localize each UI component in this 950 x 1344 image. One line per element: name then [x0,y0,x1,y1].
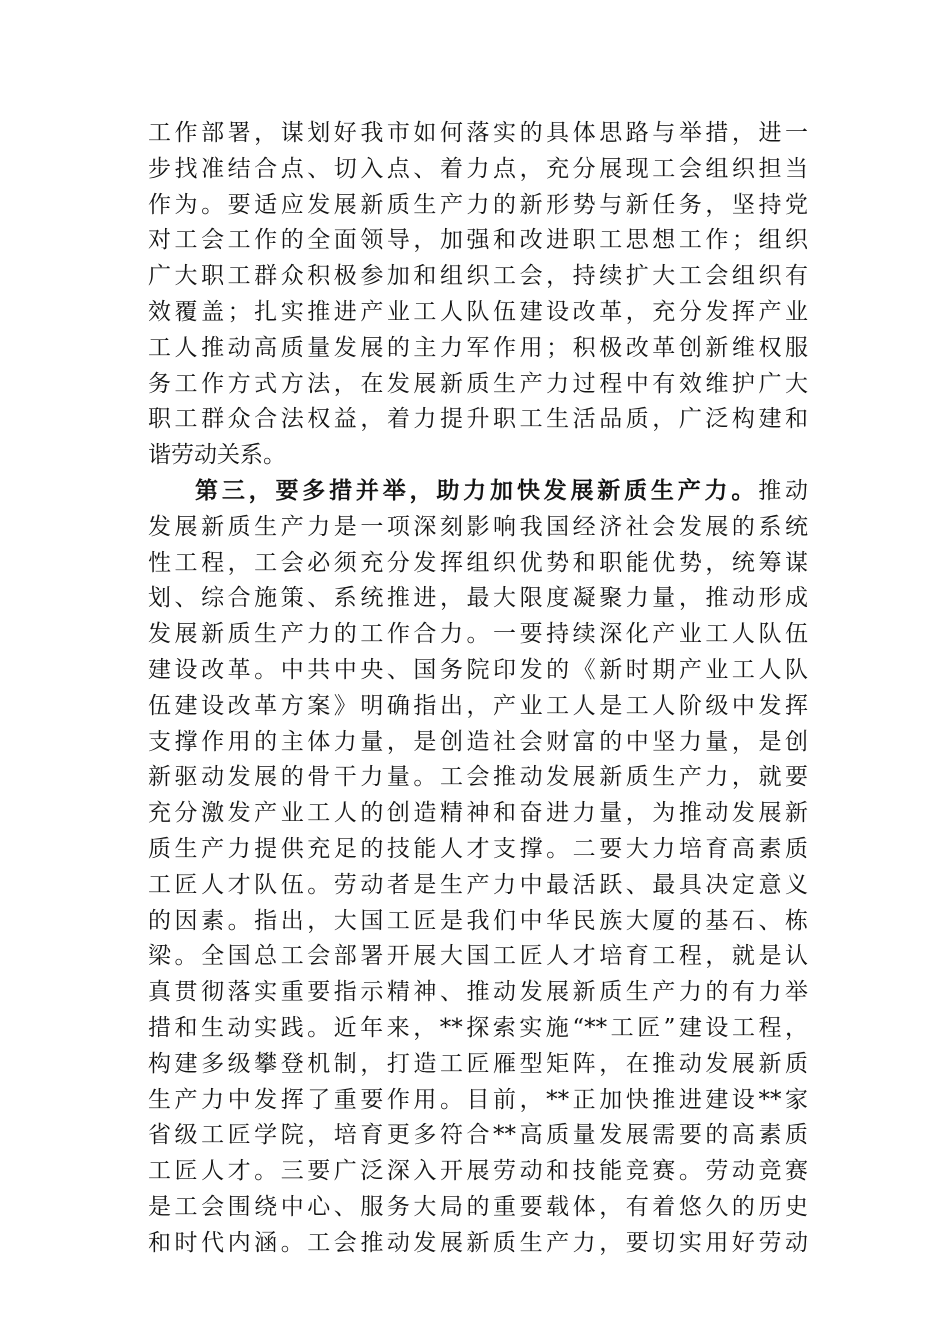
text-line: 伍建设改革方案》明确指出，产业工人是工人阶级中发挥 [148,692,808,719]
text-line: 真贯彻落实重要指示精神、推动发展新质生产力的有力举 [148,979,808,1006]
text-line: 步找准结合点、切入点、着力点，充分展现工会组织担当 [148,155,808,182]
text-run: 推动 [758,477,809,504]
text-line: 工人推动高质量发展的主力军作用；积极改革创新维权服 [148,334,808,361]
text-line: 务工作方式方法，在发展新质生产力过程中有效维护广大 [148,370,808,397]
paragraph-1 [148,116,808,474]
text-line: 职工群众合法权益，着力提升职工生活品质，广泛构建和 [148,406,808,433]
text-line: 对工会工作的全面领导，加强和改进职工思想工作；组织 [148,227,808,254]
paragraph-first-line [148,474,808,510]
text-line: 发展新质生产力的工作合力。一要持续深化产业工人队伍 [148,621,808,648]
text-line: 梁。全国总工会部署开展大国工匠人才培育工程，就是认 [148,943,808,970]
text-line: 工作部署，谋划好我市如何落实的具体思路与举措，进一 [148,120,808,146]
text-line: 构建多级攀登机制，打造工匠雁型矩阵，在推动发展新质 [148,1050,808,1077]
text-line: 和时代内涵。工会推动发展新质生产力，要切实用好劳动 [148,1229,808,1256]
text-line: 发展新质生产力是一项深刻影响我国经济社会发展的系统 [148,513,808,540]
text-line: 措和生动实践。近年来，**探索实施“**工匠”建设工程， [148,1014,808,1041]
text-line: 的因素。指出，大国工匠是我们中华民族大厦的基石、栋 [148,907,808,934]
text-line: 谐劳动关系。 [148,442,286,469]
text-line: 广大职工群众积极参加和组织工会，持续扩大工会组织有 [148,263,808,290]
paragraph-2 [148,474,808,1262]
text-line: 划、综合施策、系统推进，最大限度凝聚力量，推动形成 [148,585,808,612]
paragraph-heading: 第三，要多措并举，助力加快发展新质生产力。 [195,477,759,504]
text-line: 支撑作用的主体力量，是创造社会财富的中坚力量，是创 [148,728,808,755]
text-line: 效覆盖；扎实推进产业工人队伍建设改革，充分发挥产业 [148,298,808,325]
text-line: 是工会围绕中心、服务大局的重要载体，有着悠久的历史 [148,1193,808,1220]
text-line: 生产力中发挥了重要作用。目前，**正加快推进建设**家 [148,1086,808,1113]
text-line: 性工程，工会必须充分发挥组织优势和职能优势，统筹谋 [148,549,808,576]
text-line: 工匠人才队伍。劳动者是生产力中最活跃、最具决定意义 [148,871,808,898]
text-line: 充分激发产业工人的创造精神和奋进力量，为推动发展新 [148,800,808,827]
text-line: 省级工匠学院，培育更多符合**高质量发展需要的高素质 [148,1122,808,1149]
text-line: 新驱动发展的骨干力量。工会推动发展新质生产力，就要 [148,764,808,791]
text-line: 作为。要适应发展新质生产力的新形势与新任务，坚持党 [148,191,808,218]
text-line: 质生产力提供充足的技能人才支撑。二要大力培育高素质 [148,835,808,862]
document-body [148,116,808,1262]
text-line: 工匠人才。三要广泛深入开展劳动和技能竞赛。劳动竞赛 [148,1158,808,1185]
text-line: 建设改革。中共中央、国务院印发的《新时期产业工人队 [148,656,808,683]
